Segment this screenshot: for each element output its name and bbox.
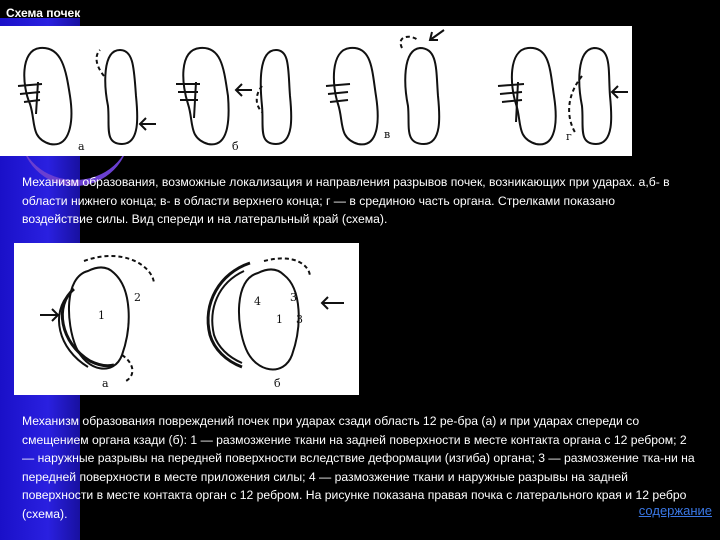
number-label: 3 [296, 313, 303, 326]
kidney-outline [261, 50, 292, 144]
vessels [498, 82, 524, 122]
displaced-kidney [122, 355, 132, 381]
kidney-rib-drawing [14, 243, 359, 395]
displaced-kidney [264, 258, 310, 277]
force-arrow [322, 297, 344, 309]
kidney-outline [105, 50, 137, 144]
label-v: в [384, 128, 391, 141]
kidney-outline [334, 48, 378, 145]
vessels [18, 82, 42, 114]
caption-top: Механизм образования, возможные локализация и направления разрывов почек, возникающих при ударах. а,б- в области нижнего конца; в- в области верхнего конца; г — в срединою часть органа. Стрелками показано воздействие силы. Вид спереди и на латеральный край (схема). [22, 175, 670, 226]
kidney-outline [183, 48, 228, 145]
kidney-rupture-figure [0, 26, 632, 156]
kidney-rib-figure [14, 243, 359, 395]
number-label: 1 [98, 309, 105, 322]
kidney-rupture-drawing [0, 26, 632, 156]
label-b: б [274, 377, 281, 390]
vessels [176, 82, 200, 118]
number-label: 4 [254, 295, 261, 308]
force-arrow [236, 84, 252, 96]
number-label: 3 [290, 291, 297, 304]
contents-link[interactable]: содержание [638, 503, 712, 518]
label-g: г [566, 130, 572, 143]
kidney-outline [24, 48, 71, 145]
label-a: а [78, 140, 85, 153]
kidney-outline [405, 48, 439, 144]
slide-title: Схема почек [6, 6, 81, 20]
kidney-outline [239, 270, 299, 370]
force-arrow [612, 86, 628, 98]
vessels [326, 84, 350, 102]
rupture-line [97, 50, 104, 76]
force-arrow [40, 309, 58, 321]
label-a: а [102, 377, 109, 390]
kidney-outline [512, 48, 556, 145]
rupture-line [401, 37, 418, 48]
rib [208, 263, 250, 367]
force-arrow [140, 118, 156, 130]
kidney-outline [579, 48, 611, 144]
caption-bottom: Механизм образования повреждений почек при ударах сзади область 12 ре-бра (а) и при ударах спереди со смещением органа кзади (б): 1 — размозжение ткани на задней поверхности в месте контакта органа с 12 ребром; 2 — наружные разрывы на передней поверхности вследствие деформации (изгиба) органа; 3 — размозжение тка-ни на передней поверхности в месте приложения силы; 4 — размозжение ткани и наружные разрывы на задней поверхности в месте контакта орган с 12 ребром. На рисунке показана правая почка с латерального края и 12 ребро (схема). [22, 414, 695, 521]
number-label: 2 [134, 291, 141, 304]
label-b: б [232, 140, 239, 153]
force-arrow [430, 30, 444, 40]
number-label: 1 [276, 313, 283, 326]
